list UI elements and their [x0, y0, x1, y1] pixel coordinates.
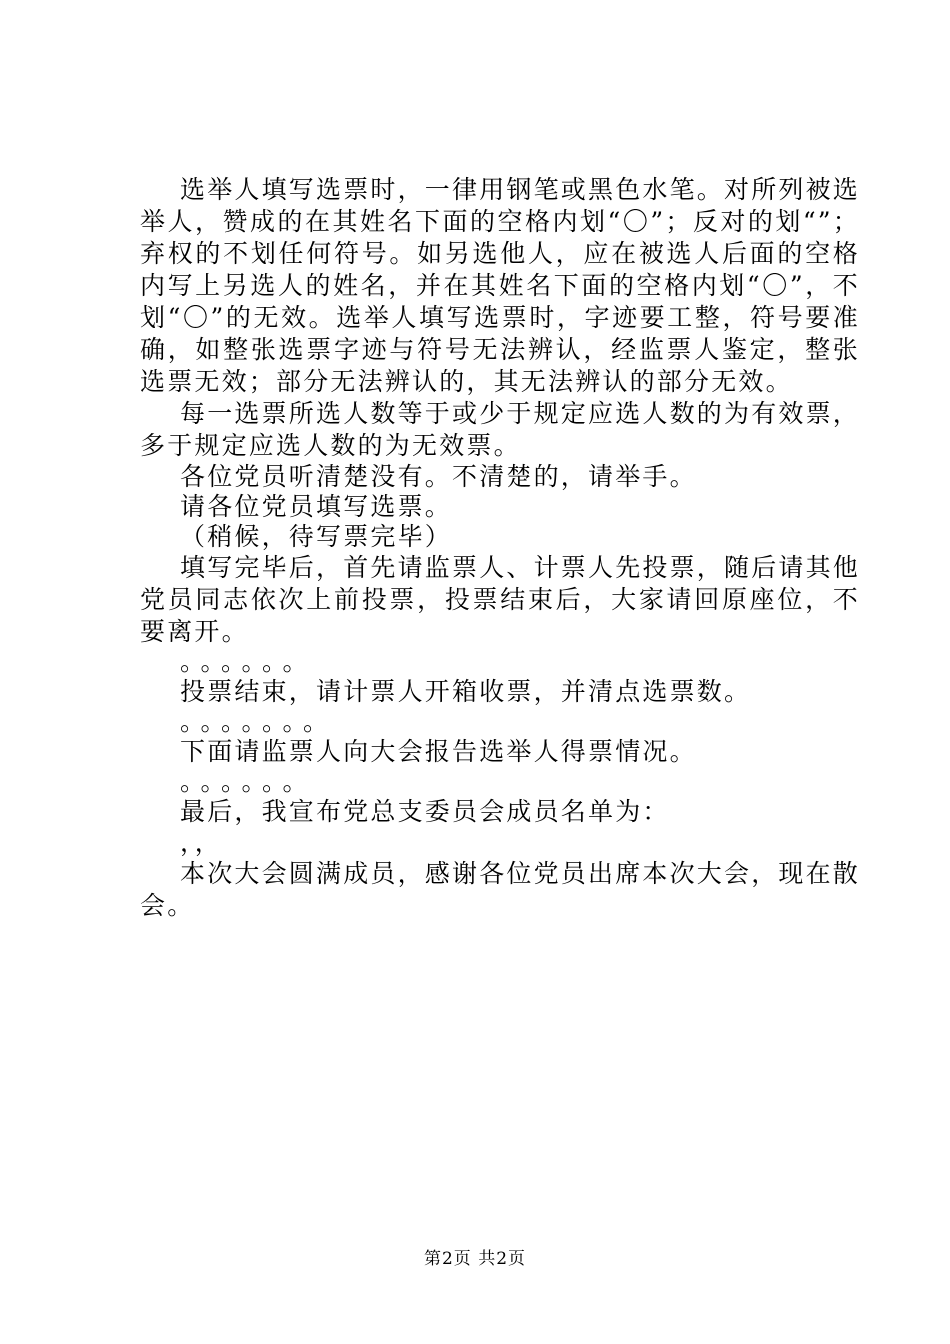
ellipsis-line: 。。。。。。	[180, 647, 316, 676]
paragraph-ask-questions: 各位党员听清楚没有。不清楚的，请举手。	[180, 462, 697, 491]
ellipsis-line: 。。。。。。	[180, 767, 316, 796]
paragraph-valid-ballot-rule: 每一选票所选人数等于或少于规定应选人数的为有效票，多于规定应选人数的为无效票。	[140, 399, 861, 460]
paragraph-fill-ballot: 请各位党员填写选票。	[180, 492, 453, 521]
page-footer: 第2页 共2页	[423, 1249, 527, 1269]
member-list-placeholder: ，，	[180, 828, 222, 857]
paragraph-announce-members: 最后，我宣布党总支委员会成员名单为：	[180, 797, 670, 826]
paragraph-voting-procedure: 填写完毕后，首先请监票人、计票人先投票，随后请其他党员同志依次上前投票，投票结束后，大家请回原座位，不要离开。	[140, 553, 861, 646]
paragraph-report-results: 下面请监票人向大会报告选举人得票情况。	[180, 737, 697, 766]
document-body	[140, 174, 860, 922]
paragraph-count-ballots: 投票结束，请计票人开箱收票，并清点选票数。	[180, 677, 752, 706]
paragraph-closing: 本次大会圆满成员，感谢各位党员出席本次大会，现在散会。	[140, 859, 861, 920]
ellipsis-line: 。。。。。。。	[180, 707, 337, 736]
paragraph-wait-note: （稍候，待写票完毕）	[180, 522, 453, 551]
paragraph-ballot-instructions: 选举人填写选票时，一律用钢笔或黑色水笔。对所列被选举人，赞成的在其姓名下面的空格内划“〇”；反对的划“”；弃权的不划任何符号。如另选他人，应在被选人后面的空格内写上另选人的姓名，并在其姓名下面的空格内划“〇”，不划“〇”的无效。选举人填写选票时，字迹要工整，符号要准确，如整张选票字迹与符号无法辨认，经监票人鉴定，整张选票无效；部分无法辨认的，其无法辨认的部分无效。	[140, 175, 861, 396]
